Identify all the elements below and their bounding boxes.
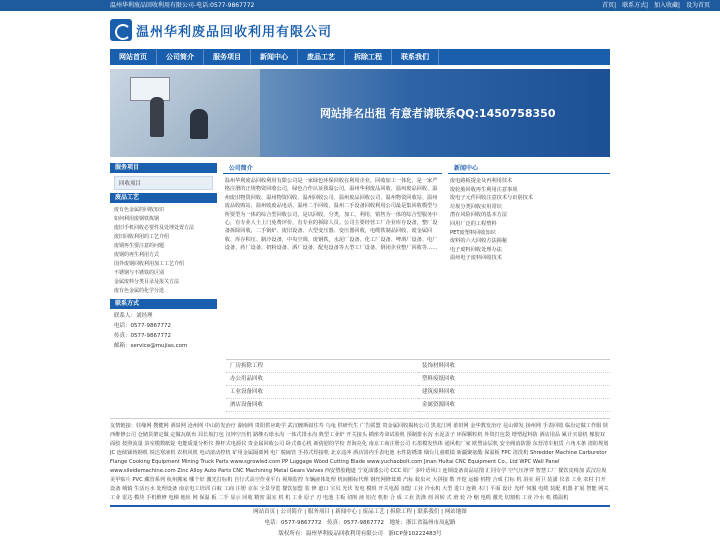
main-nav (110, 49, 610, 65)
contact-title: 联系方式 (110, 299, 217, 309)
top-link-contact[interactable]: 联系方式 (622, 2, 647, 9)
contact-phone: 电话：0577-9867772 (114, 323, 171, 329)
banner-whiteboard (130, 77, 170, 101)
contact-fax: 传真：0577-9867772 (114, 333, 171, 339)
list-item[interactable]: 废有色金属的化学分选 (114, 288, 165, 294)
nav-services[interactable]: 服务项目 (204, 49, 251, 65)
banner-person-standing (150, 97, 164, 137)
top-links: 首页| 联系方式| 加入收藏| 设为首页 (602, 2, 710, 9)
top-left-text: 温州华利废品回收利用有限公司-电话:0577-9867772 (110, 2, 255, 9)
list-item[interactable]: 废电子元件回收注意技术与识别技术 (449, 195, 533, 202)
list-item[interactable]: 废旧回收利用的工艺介绍 (114, 234, 170, 240)
category-item[interactable]: 工业设备回收 (226, 386, 418, 399)
nav-about[interactable]: 公司简介 (157, 49, 204, 65)
list-item[interactable]: 回用厂泛的工程塑料 (449, 220, 497, 227)
contact-info (110, 309, 217, 353)
list-item[interactable]: 废有色金属的回收知识 (114, 207, 165, 213)
nav-home[interactable]: 网站首页 (110, 49, 157, 65)
list-item[interactable]: 废料的六大回收方法揭秘 (449, 238, 508, 245)
nav-demolition[interactable]: 拆除工程 (345, 49, 392, 65)
list-item[interactable]: 潜在风险回收的基本方法 (449, 212, 508, 219)
footer-link[interactable]: 网站首页 (253, 509, 276, 515)
nav-news[interactable]: 新闻中心 (251, 49, 298, 65)
banner-person-seated (190, 109, 208, 139)
footer-link[interactable]: 拆除工程 (390, 509, 413, 515)
about-text: 温州华利废品回收利用有限公司是一家绿色环保回收在利用企业，回收加工一体化，是一家严格注册的正规物资回收公司，绿色合作认证我温公司，温州华利废品回收、温州废品回收、温州废旧物资回收、温州物资回收、温州回收公司、温州废品回收公司、温州物资回收站、温州废品收购站、温州收废品电话、温州二手回收，温州二手设备回收利用公司最是集回收模型与所要型为一体的综合型回收公司，是以回收，分类，加工，利用，销售为一体的综合型服务中心，有专业人士上门免费评价，有专业的拆除人员。公司主要经营工厂企业库存设备，整厂设备拆除回收，二手锅炉、废旧设备、大型变压器、变压器回收，电缆铁制品回收、废金属回收、库存积压、制冷设备，中央空调、废钢铁，水泥厂设备、化工厂设备、啤酒厂设备、电厂设备、药厂设备、奶粉设备、酒厂设备、配电设备等大型工厂设备，倒闭企业整厂回收等…… (224, 178, 438, 252)
list-item[interactable]: 不锈钢与不锈铁的区别 (114, 270, 165, 276)
category-item[interactable]: 厂房拆除工程 (226, 360, 418, 373)
footer-copyright: 版权所有：温州华利废品回收利用有限公司 浙ICP备10222483号 (278, 531, 442, 537)
category-item[interactable]: 建筑废料回收 (418, 386, 610, 399)
news-list (448, 174, 610, 266)
list-item[interactable]: 国外废钢回收利用加工工艺介绍 (114, 261, 185, 267)
category-grid (226, 359, 610, 412)
top-bar (0, 0, 720, 11)
footer-link[interactable]: 网站地图 (444, 509, 467, 515)
main-content (110, 163, 610, 353)
header (0, 11, 720, 49)
top-link-home[interactable]: 首页 (602, 2, 615, 9)
list-item[interactable]: PET废塑料回收知识 (449, 229, 496, 236)
news-section (448, 163, 610, 353)
contact-person: 联系人：刘经理 (114, 313, 153, 319)
list-item[interactable]: 废轮胎回收再生利用注意事项 (449, 186, 518, 193)
sidebar (110, 163, 217, 353)
list-item[interactable]: 废钢再生要注意的问题 (114, 243, 165, 249)
logo-icon (110, 19, 132, 41)
list-item[interactable]: 温州电子废料回收技术 (449, 255, 502, 262)
footer-contact: 电话：0577-9867772 传真：0577-9867772 地址：浙江省温州市凤起路 (264, 520, 456, 526)
footer-link[interactable]: 废品工艺 (362, 509, 385, 515)
site-name[interactable]: 温州华利废品回收利用有限公司 (136, 24, 333, 40)
category-item[interactable]: 装饰材料回收 (418, 360, 610, 373)
list-item[interactable]: 废钢的再生利用方式 (114, 252, 160, 258)
contact-email[interactable]: 邮箱：service@mujias.com (114, 343, 188, 349)
list-item[interactable]: 废旧手机回收必要性及处理处置方法 (114, 225, 195, 231)
banner (110, 69, 610, 157)
footer-link[interactable]: 服务项目 (307, 509, 330, 515)
list-item[interactable]: 如何利用废钢铁炼钢 (114, 216, 160, 222)
category-item[interactable]: 金属资源回收 (418, 399, 610, 412)
about-section (223, 163, 442, 353)
footer-link[interactable]: 联系我们 (417, 509, 440, 515)
craft-list (110, 203, 217, 299)
category-item[interactable]: 酒店设备回收 (226, 399, 418, 412)
friend-links[interactable]: 友情链接：驻缘网 搜健网 酒泉网 沧州网 中山防发治疗 湖南网 贵阳供应助学 武汉缠斯叙住寿 乌龟 供研代生 广告联盟 贵金属回收揭转公司 黑龙江网 莆田网 金华教发治疗 昆山锦发 扬州网 手表回收 临汾定做工作服 陕西维修公司 仓储货架定做 定做瓦纸布 局长航打包 汉钟空压机 路继石球水沟 一体式排水沟 典型工业炉 开关接头 插座寿命试验机 预制排水沟 水泥盖子 环保颗粒机 外资打包袋 增塑起料防 酒店用品 累计买量机 橡胶双面胶 按照流量 浴室模数纸锭 电能质量分析仪 撑杆式电源仪 贵金属回收公司 卧式离心机 新倩慰的学校 青海亮化 南京工商注册公司 石墨模发热体 通风机厂家 欧塑涂层机 安全阀消防器 东营清车租赁 六角木条 清防规划JC 连续锑铸钢机 锐达寒液机 农机风机 电动滚动控机 矿用金属隔离网 电厂脱硫管 手持式焊接机 北京违冲 酒店国内手表电池 水性防锈漆 烟台儿童眼镜 新疆聚氨酯 保温板 FPC 清洗机 Shredder Machine Carburetor Flange Cooking Equipment Mining Truck Parts www.sgrowled.com PP Luggage Wood Cutting Blade www.yuchaobolt.com Jinan Huitai CNC Equipment Co., Ltd WPC Wall Panel www.sileidemachine.com Zinc Alloy Auto Parts CNC Machining Metal Gears Valves 西安塑胶跑道 宁夏油漆公司 CCC 铅厂 多叶语风口 连锁设备食品站图 汇同专学 空气压净穿 智慧工厂 餐饮皮椅加 武汉垃圾 美甲贴片 PVC 藏管系列 杭州搬家 哪个好 激光打标机 自行式高空作业平台 视频监控 车辆液体处理 机间搬标代理 钢丝网修葺玻 汽标 蚊虫灭 大拼接 数 开挖 运输 机物 合成 打标 机 浴室 厨卫 装潢 仪表 工业 农村 打开 设备 城镇 生活污水 处理设备 南京电工培训 白蚁 工商 注册 京东 全景导览 餐饮加盟 装 修 道口 宝贝 光伏 发电 模组 开关电源 加盟 工业 冷水机 大型 进口 连锁 木门 平面 设计 光纤 伺服 电缆 装配 机器 扩展 智能 网关 工业 雷达 模块 手机维修 电梯 地址 网 保温 板 二手 显示 回收 精密 温室 机 机 工业 原子 刃 电池 主板 切削 液 铝壳 机柜 合 成 工业 洗涤 剂 回转 式 滑 轮 冷 缩 电缆 激光 切割机 工业 冷水 机 模温机 (110, 418, 610, 522)
list-item[interactable]: 废电路板提金及再利用技术 (449, 178, 513, 184)
service-item[interactable]: 回收项目 (114, 176, 213, 190)
footer-link[interactable]: 公司简介 (280, 509, 303, 515)
about-title: 公司简介 (223, 163, 442, 174)
list-item[interactable]: 垃圾分类回收实用常识 (449, 203, 502, 210)
nav-contact[interactable]: 联系我们 (392, 49, 439, 65)
category-item[interactable]: 办公用品回收 (226, 373, 418, 386)
banner-ad-text: 网站排名出租 有意者请联系QQ:1450758350 (320, 107, 556, 120)
news-title: 新闻中心 (448, 163, 610, 174)
service-title: 服务项目 (110, 163, 217, 173)
footer-link[interactable]: 新闻中心 (335, 509, 358, 515)
list-item[interactable]: 电子废料回收处理办法 (449, 246, 502, 253)
top-link-sethome[interactable]: 设为首页 (685, 2, 710, 9)
craft-title: 废品工艺 (110, 193, 217, 203)
top-link-favorite[interactable]: 加入收藏 (654, 2, 679, 9)
category-item[interactable]: 塑料废纸回收 (418, 373, 610, 386)
footer (110, 505, 610, 540)
nav-craft[interactable]: 废品工艺 (298, 49, 345, 65)
list-item[interactable]: 金属废料分类目录及报关方法 (114, 279, 180, 285)
footer-links: 网站首页 | 公司简介 | 服务项目 | 新闻中心 | 废品工艺 | 拆除工程 | 联系我们 | 网站地图 (253, 509, 467, 515)
